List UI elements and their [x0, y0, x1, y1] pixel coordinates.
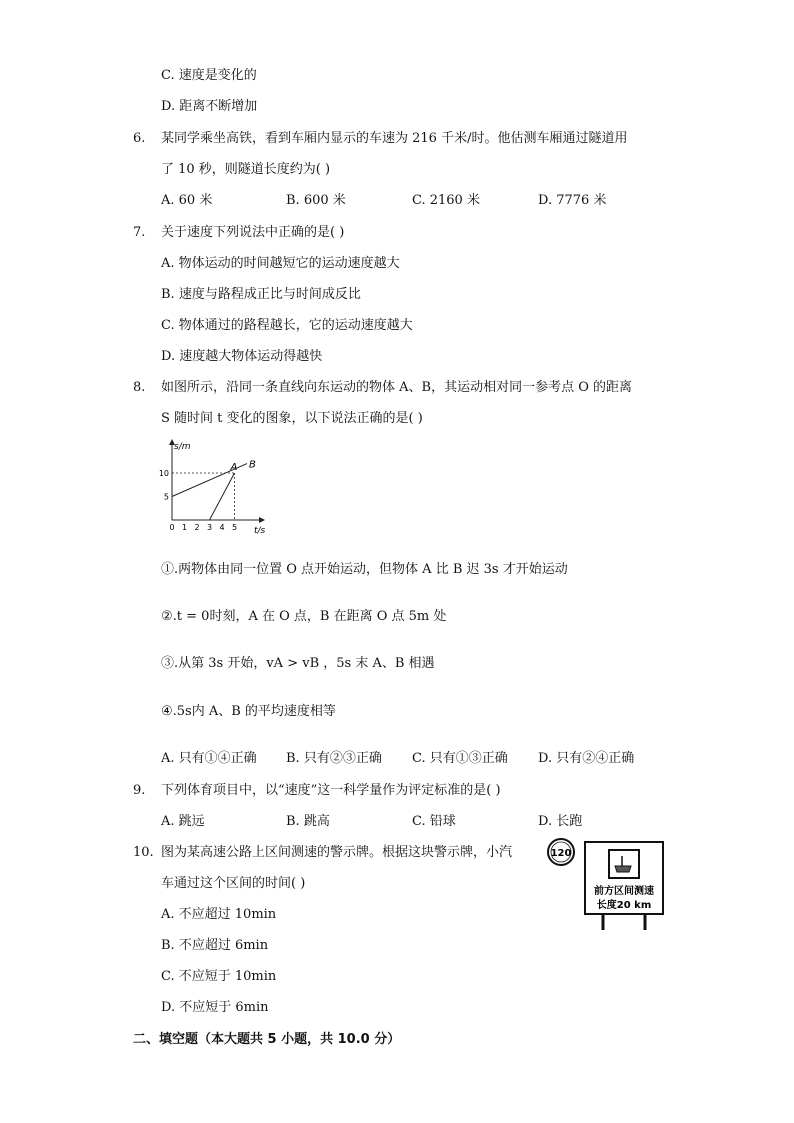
q6-option-a: A. 60 米: [161, 193, 213, 208]
q9-number: 9.: [133, 783, 146, 798]
x-axis-label: t/s: [254, 526, 266, 536]
q7-option-d: D. 速度越大物体运动得越快: [161, 349, 323, 364]
sign-text-line2: 长度20 km: [596, 900, 652, 911]
q10-number: 10.: [133, 845, 154, 860]
q6-number: 6.: [133, 131, 146, 146]
q8-stem-line2: S 随时间 t 变化的图象，以下说法正确的是( ): [161, 411, 423, 426]
q8-number: 8.: [133, 380, 146, 395]
q10-stem-line2: 车通过这个区间的时间( ): [161, 876, 306, 891]
q6-stem-line1: 某同学乘坐高铁，看到车厢内显示的车速为 216 千米/时。他估测车厢通过隧道用: [161, 131, 628, 146]
y-axis-label: s/m: [174, 442, 191, 452]
q8-statement-2: ②.t = 0时刻，A 在 O 点，B 在距离 O 点 5m 处: [161, 609, 447, 624]
x-tick-label: 2: [194, 523, 200, 532]
q10-option-b: B. 不应超过 6min: [161, 938, 269, 953]
q5-option-c: C. 速度是变化的: [161, 68, 257, 83]
q8-option-d: D. 只有②④正确: [538, 751, 635, 766]
q6-option-b: B. 600 米: [286, 193, 346, 208]
series-a-line: [210, 473, 235, 520]
series-b-label: B: [249, 459, 256, 471]
q7-number: 7.: [133, 225, 146, 240]
q8-option-b: B. 只有②③正确: [286, 751, 382, 766]
q10-stem-line1: 图为某高速公路上区间测速的警示牌。根据这块警示牌，小汽: [161, 845, 513, 860]
q9-option-b: B. 跳高: [286, 814, 330, 829]
q5-option-d: D. 距离不断增加: [161, 99, 258, 114]
x-tick-label: 5: [231, 523, 238, 532]
q10-option-d: D. 不应短于 6min: [161, 1000, 269, 1015]
q6-stem-line2: 了 10 秒，则隧道长度约为( ): [161, 162, 331, 177]
q10-option-a: A. 不应超过 10min: [161, 907, 277, 922]
q8-statement-3: ③.从第 3s 开始，vA > vB ，5s 末 A、B 相遇: [161, 656, 435, 671]
section-2-title: 二、填空题（本大题共 5 小题，共 10.0 分）: [133, 1032, 401, 1047]
q8-distance-time-graph: [158, 436, 278, 536]
q7-option-b: B. 速度与路程成正比与时间成反比: [161, 287, 361, 302]
q6-option-d: D. 7776 米: [538, 193, 607, 208]
x-tick-label: 0: [169, 523, 175, 532]
q7-option-c: C. 物体通过的路程越长，它的运动速度越大: [161, 318, 413, 333]
sign-text-line1: 前方区间测速: [594, 886, 654, 897]
x-tick-label: 4: [219, 523, 225, 532]
q7-option-a: A. 物体运动的时间越短它的运动速度越大: [161, 256, 400, 271]
y-tick-label: 5: [163, 492, 169, 502]
q9-option-d: D. 长跑: [538, 814, 583, 829]
q9-stem: 下列体育项目中，以“速度”这一科学量作为评定标准的是( ): [161, 783, 501, 798]
q9-option-c: C. 铅球: [412, 814, 456, 829]
q9-option-a: A. 跳远: [161, 814, 205, 829]
speed-limit-value: 120: [550, 848, 572, 859]
q8-stem-line1: 如图所示，沿同一条直线向东运动的物体 A、B，其运动相对同一参考点 O 的距离: [161, 380, 632, 395]
y-tick-label: 10: [158, 469, 169, 478]
q8-statement-4: ④.5s内 A、B 的平均速度相等: [161, 704, 336, 719]
q6-option-c: C. 2160 米: [412, 193, 480, 208]
x-tick-label: 1: [181, 523, 188, 532]
series-a-label: A: [230, 462, 238, 473]
q10-option-c: C. 不应短于 10min: [161, 969, 277, 984]
speed-camera-sign: [545, 838, 665, 932]
q8-statement-1: ①.两物体由同一位置 O 点开始运动，但物体 A 比 B 迟 3s 才开始运动: [161, 562, 568, 577]
q7-stem: 关于速度下列说法中正确的是( ): [161, 225, 345, 240]
q8-option-a: A. 只有①④正确: [161, 751, 257, 766]
x-tick-label: 3: [206, 523, 213, 532]
q8-option-c: C. 只有①③正确: [412, 751, 508, 766]
